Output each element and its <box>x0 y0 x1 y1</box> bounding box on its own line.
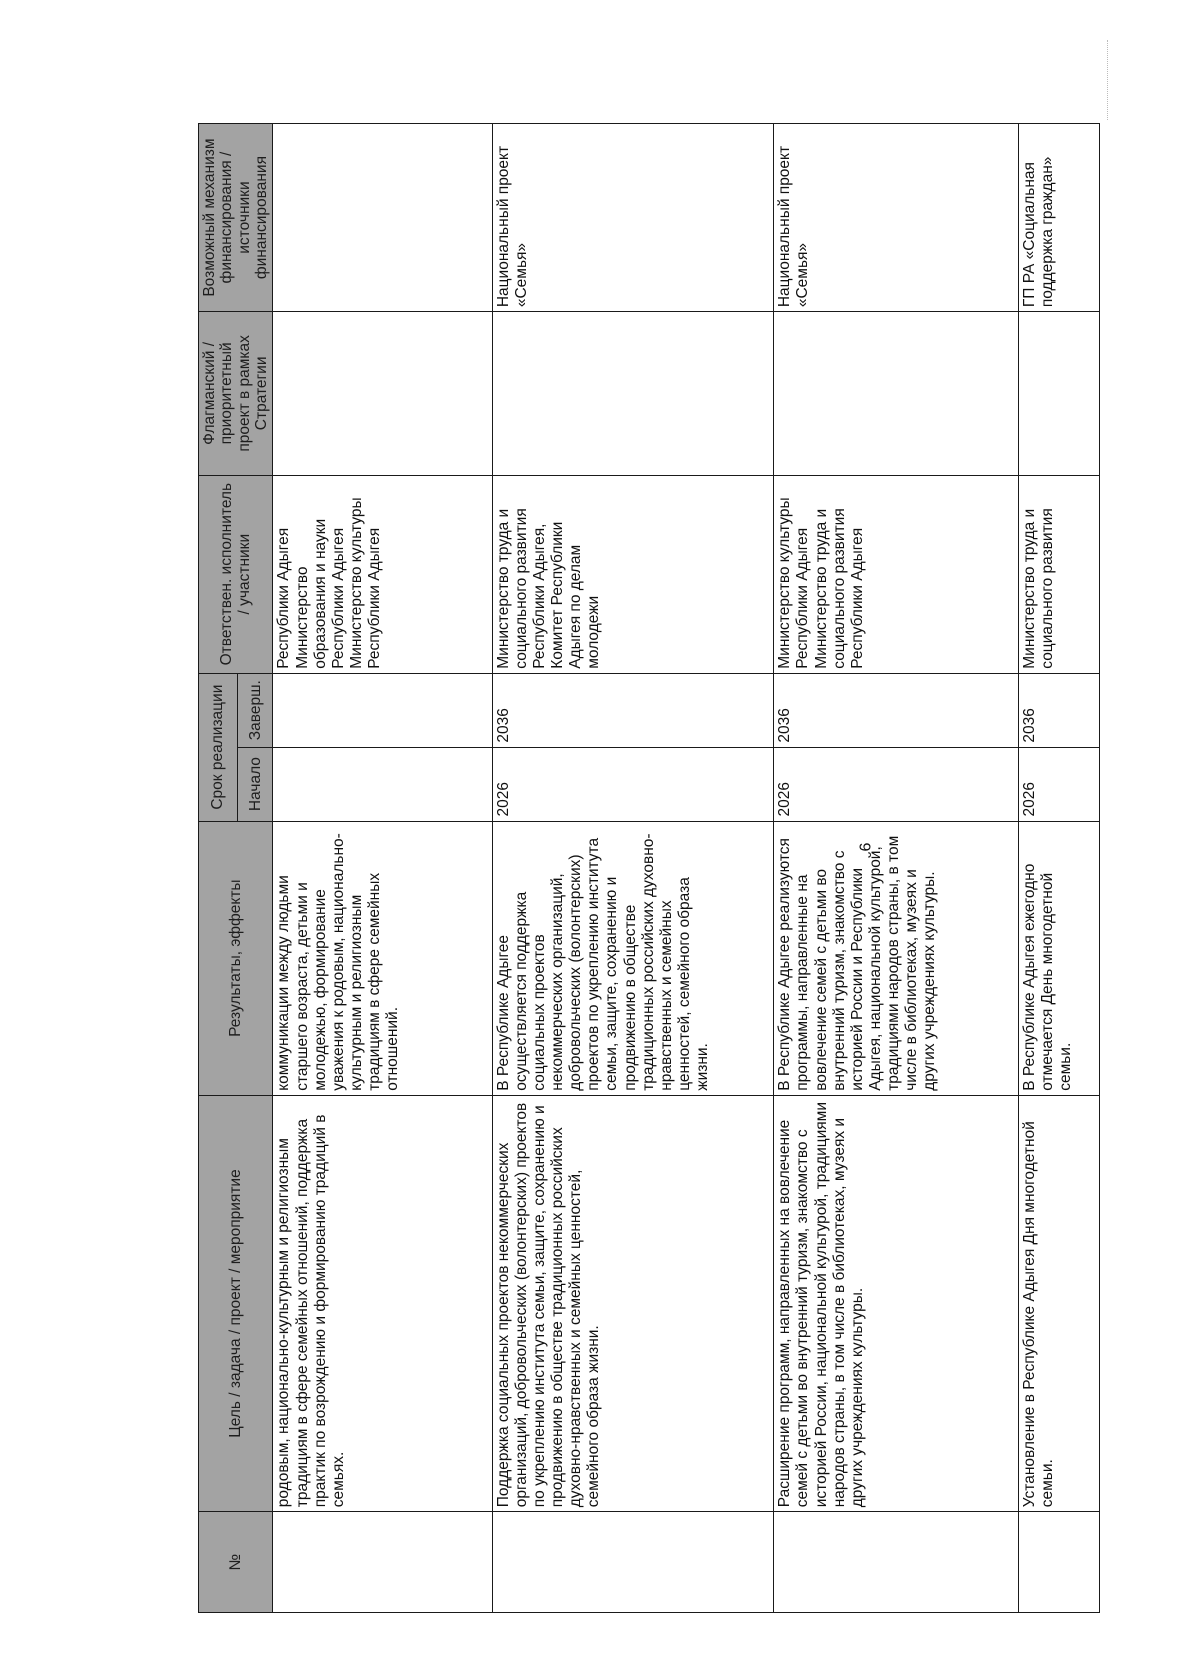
strategy-table <box>198 123 1100 1613</box>
cell-num <box>492 1512 774 1613</box>
header-period-start: Начало <box>237 747 272 821</box>
cell-start <box>273 747 492 821</box>
scan-artifact <box>1107 40 1108 120</box>
cell-financing: Национальный проект «Семья» <box>774 124 1019 312</box>
cell-results: В Республике Адыгее осуществляется поддержка социальных проектов некоммерческих организаций, добровольческих (волонтерских) проектов по укреплению института семьи, защите, сохранению и продвижению в обществе традиционных российских духовно-нравственных и семейных ценностей, семейного образа жизни. <box>492 821 774 1095</box>
header-period-end: Заверш. <box>237 673 272 747</box>
table-row <box>273 124 492 1613</box>
rotated-table-frame <box>198 123 1075 1613</box>
cell-goal: Поддержка социальных проектов некоммерческих организаций, добровольческих (волонтерских) проектов по укреплению института семьи, защите, сохранению и продвижению в обществе традиционных российских духовно-нравственных и семейных ценностей, семейного образа жизни. <box>492 1095 774 1511</box>
cell-results: В Республике Адыгея ежегодно отмечается День многодетной семьи. <box>1018 821 1099 1095</box>
cell-flagship <box>273 312 492 475</box>
cell-responsible: Министерство культуры Республики Адыгея Министерство труда и социального развития Республики Адыгея <box>774 475 1019 673</box>
cell-financing <box>273 124 492 312</box>
table-row <box>774 124 1019 1613</box>
header-responsible: Ответствен. исполнитель / участники <box>199 475 273 673</box>
page-number: 6 <box>857 842 875 852</box>
header-results: Результаты, эффекты <box>199 821 273 1095</box>
cell-end: 2036 <box>1018 673 1099 747</box>
table-header-row <box>199 124 238 1613</box>
header-flagship: Флагманский / приоритетный проект в рамках Стратегии <box>199 312 273 475</box>
cell-end <box>273 673 492 747</box>
cell-start: 2026 <box>1018 747 1099 821</box>
table-container <box>198 123 1075 1613</box>
header-financing: Возможный механизм финансирования / источники финансирования <box>199 124 273 312</box>
cell-results: коммуникации между людьми старшего возраста, детьми и молодежью, формирование уважения к родовым, национально-культурным и религиозным традициям в сфере семейных отношений. <box>273 821 492 1095</box>
header-goal: Цель / задача / проект / мероприятие <box>199 1095 273 1511</box>
cell-start: 2026 <box>492 747 774 821</box>
cell-flagship <box>774 312 1019 475</box>
cell-start: 2026 <box>774 747 1019 821</box>
cell-financing: ГП РА «Социальная поддержка граждан» <box>1018 124 1099 312</box>
cell-goal: родовым, национально-культурным и религиозным традициям в сфере семейных отношений, поддержка практик по возрождению и формированию традиций в семьях. <box>273 1095 492 1511</box>
cell-goal: Установление в Республике Адыгея Дня многодетной семьи. <box>1018 1095 1099 1511</box>
cell-flagship <box>1018 312 1099 475</box>
cell-responsible: Министерство труда и социального развития Республики Адыгея, Комитет Республики Адыгея по делам молодежи <box>492 475 774 673</box>
header-period: Срок реализации <box>199 673 238 821</box>
table-row <box>492 124 774 1613</box>
cell-num <box>774 1512 1019 1613</box>
cell-responsible: Республики Адыгея Министерство образования и науки Республики Адыгея Министерство культуры Республики Адыгея <box>273 475 492 673</box>
cell-financing: Национальный проект «Семья» <box>492 124 774 312</box>
cell-num <box>1018 1512 1099 1613</box>
cell-end: 2036 <box>492 673 774 747</box>
header-num: № <box>199 1512 273 1613</box>
cell-flagship <box>492 312 774 475</box>
cell-responsible: Министерство труда и социального развития <box>1018 475 1099 673</box>
cell-end: 2036 <box>774 673 1019 747</box>
cell-goal: Расширение программ, направленных на вовлечение семей с детьми во внутренний туризм, знакомство с историей России, национальной культурой, традициями народов страны, в том числе в библиотеках, музеях и других учреждениях культуры. <box>774 1095 1019 1511</box>
cell-num <box>273 1512 492 1613</box>
cell-results: В Республике Адыгее реализуются программы, направленные на вовлечение семей с детьми во внутренний туризм, знакомство с историей России и Республики Адыгея, национальной культурой, традициями народов страны, в том числе в библиотеках, музеях и других учреждениях культуры. <box>774 821 1019 1095</box>
table-row <box>1018 124 1099 1613</box>
